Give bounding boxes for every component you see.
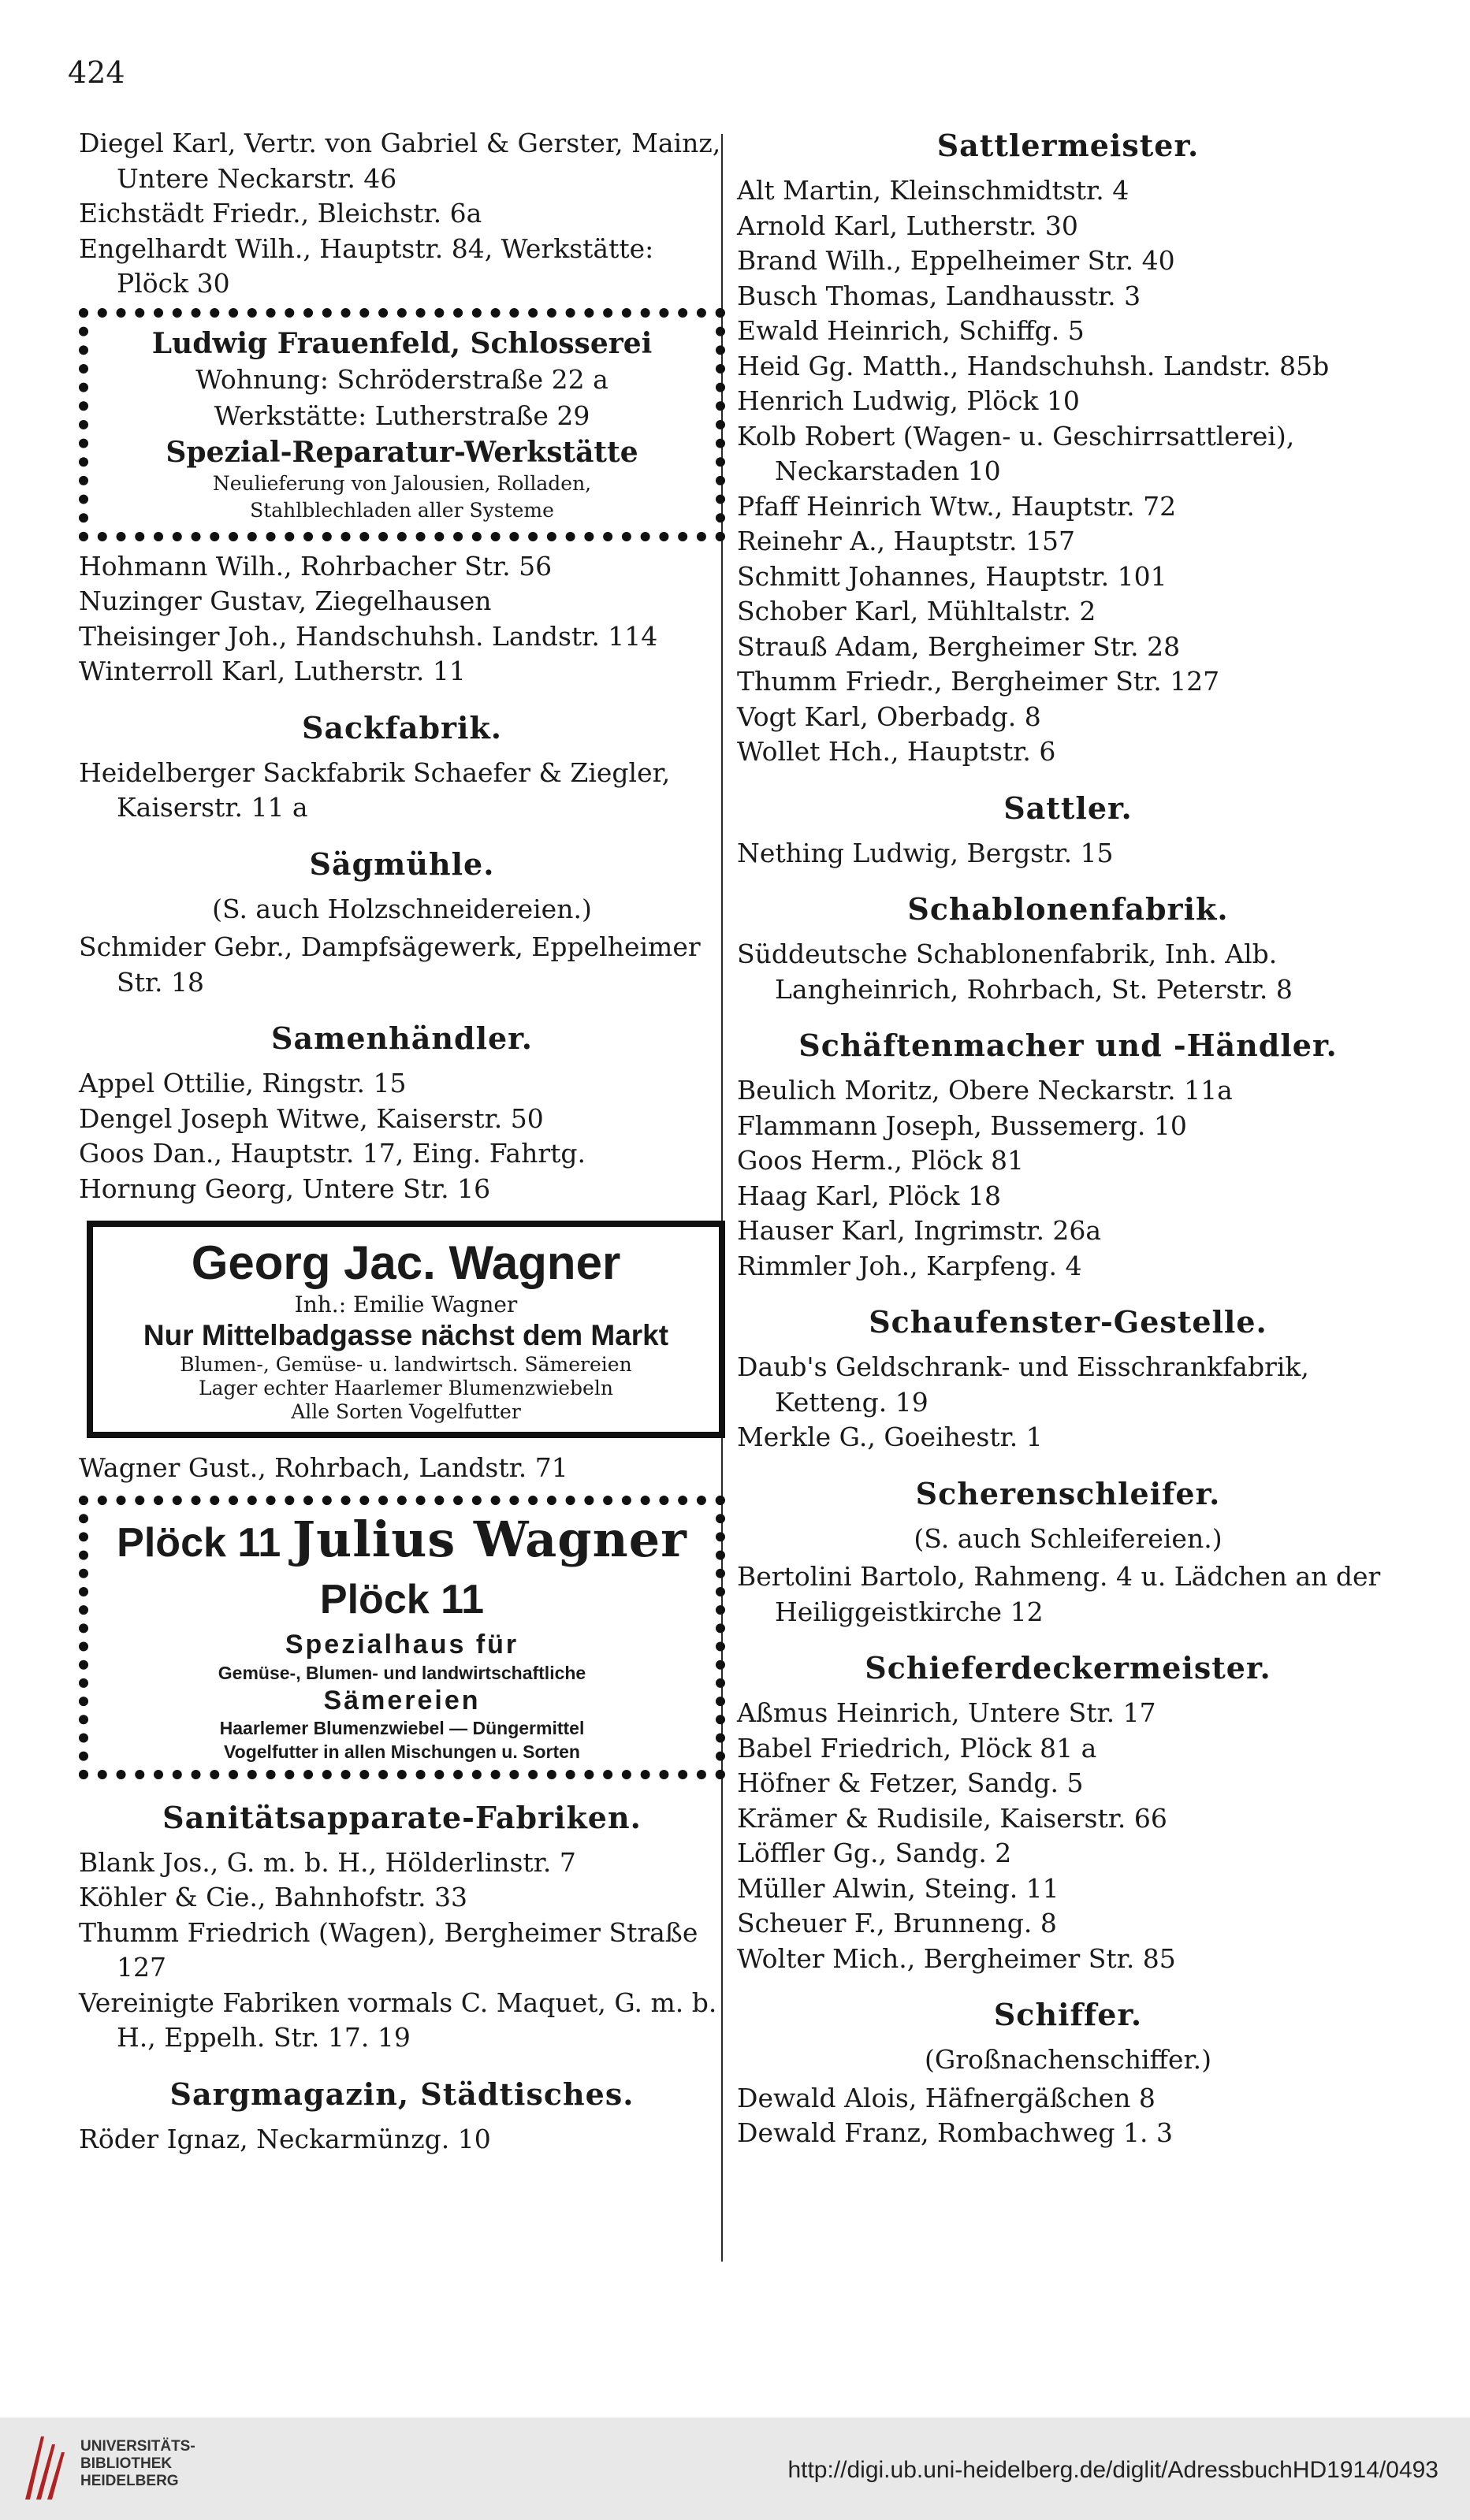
ad-line: Wohnung: Schröderstraße 22 a xyxy=(195,363,608,395)
directory-entry: Brand Wilh., Eppelheimer Str. 40 xyxy=(737,245,1175,276)
directory-entry: Müller Alwin, Steing. 11 xyxy=(737,1872,1059,1904)
ad-line: Werkstätte: Lutherstraße 29 xyxy=(214,400,590,431)
directory-entry: Hauser Karl, Ingrimstr. 26a xyxy=(737,1215,1102,1246)
page-number: 424 xyxy=(68,55,125,90)
directory-entry: Röder Ignaz, Neckarmünzg. 10 xyxy=(79,2123,491,2154)
directory-entry: Theisinger Joh., Handschuhsh. Landstr. 114 xyxy=(79,620,658,652)
directory-entry: Dewald Franz, Rombachweg 1. 3 xyxy=(737,2117,1173,2148)
directory-entry: Schober Karl, Mühltalstr. 2 xyxy=(737,596,1096,626)
directory-entry: Heidelberger Sackfabrik Schaefer & Ziegler, Kaiserstr. 11 a xyxy=(79,756,671,823)
directory-entry: Strauß Adam, Bergheimer Str. 28 xyxy=(737,630,1181,662)
directory-entry: Goos Dan., Hauptstr. 17, Eing. Fahrtg. xyxy=(79,1138,586,1169)
directory-entry: Schmitt Johannes, Hauptstr. 101 xyxy=(737,560,1167,592)
left-column xyxy=(79,126,725,2157)
directory-entry: Aßmus Heinrich, Untere Str. 17 xyxy=(737,1697,1156,1728)
ad-title: Julius Wagner xyxy=(292,1510,687,1568)
advertisement-georg-wagner xyxy=(87,1221,725,1438)
section-heading: Sanitätsapparate-Fabriken. xyxy=(162,1799,642,1835)
ad-line: Stahlblechladen aller Systeme xyxy=(250,498,554,522)
directory-entry: Kolb Robert (Wagen- u. Geschirrsattlerei), Neckarstaden 10 xyxy=(737,420,1295,486)
section-heading: Sattlermeister. xyxy=(936,128,1200,163)
library-name-line: BIBLIOTHEK xyxy=(80,2455,173,2472)
section-heading: Sägmühle. xyxy=(309,846,495,882)
directory-entry: Höfner & Fetzer, Sandg. 5 xyxy=(737,1767,1084,1798)
directory-entry: Busch Thomas, Landhausstr. 3 xyxy=(737,280,1141,311)
directory-entry: Alt Martin, Kleinschmidtstr. 4 xyxy=(737,175,1129,206)
ad-headline xyxy=(98,1511,706,1628)
ad-address: Plöck 11 xyxy=(117,1519,281,1566)
section-heading: Sackfabrik. xyxy=(301,709,503,745)
ad-line: Alle Sorten Vogelfutter xyxy=(291,1400,521,1423)
directory-entry: Krämer & Rudisile, Kaiserstr. 66 xyxy=(737,1802,1167,1834)
directory-entry: Appel Ottilie, Ringstr. 15 xyxy=(79,1068,407,1098)
directory-entry: Reinehr A., Hauptstr. 157 xyxy=(737,526,1075,556)
directory-entry: Hornung Georg, Untere Str. 16 xyxy=(79,1173,491,1204)
advertisement-frauenfeld xyxy=(79,308,725,541)
directory-entry: Eichstädt Friedr., Bleichstr. 6a xyxy=(79,198,482,229)
digitization-footer xyxy=(0,2418,1470,2520)
directory-entry: Diegel Karl, Vertr. von Gabriel & Gerster, Mainz, Untere Neckarstr. 46 xyxy=(79,128,721,194)
ad-line: Neulieferung von Jalousien, Rolladen, xyxy=(212,471,592,495)
section-heading: Schäftenmacher und -Händler. xyxy=(798,1028,1338,1063)
section-heading: Scherenschleifer. xyxy=(915,1475,1221,1511)
directory-entry: Winterroll Karl, Lutherstr. 11 xyxy=(79,656,466,686)
directory-entry: Flammann Joseph, Bussemerg. 10 xyxy=(737,1109,1187,1141)
directory-entry: Arnold Karl, Lutherstr. 30 xyxy=(737,210,1078,241)
ad-line: Sämereien xyxy=(323,1685,481,1715)
directory-entry: Vogt Karl, Oberbadg. 8 xyxy=(737,701,1041,732)
directory-entry: Beulich Moritz, Obere Neckarstr. 11a xyxy=(737,1075,1233,1106)
library-name-line: HEIDELBERG xyxy=(80,2473,179,2489)
ad-line: Gemüse-, Blumen- und landwirtschaftliche xyxy=(218,1662,586,1683)
section-heading: Samenhändler. xyxy=(271,1020,533,1056)
ad-line: Spezial-Reparatur-Werkstätte xyxy=(166,435,638,469)
right-column xyxy=(737,126,1399,2151)
cross-reference-note: (S. auch Schleifereien.) xyxy=(914,1522,1223,1554)
directory-entry: Dewald Alois, Häfnergäßchen 8 xyxy=(737,2082,1156,2113)
ad-line: Lager echter Haarlemer Blumenzwiebeln xyxy=(199,1377,613,1399)
directory-entry: Rimmler Joh., Karpfeng. 4 xyxy=(737,1250,1082,1281)
directory-entry: Heid Gg. Matth., Handschuhsh. Landstr. 85b xyxy=(737,350,1330,381)
section-heading: Sattler. xyxy=(1003,790,1133,826)
directory-entry: Köhler & Cie., Bahnhofstr. 33 xyxy=(79,1882,467,1912)
cross-reference-note: (Großnachenschiffer.) xyxy=(924,2044,1212,2075)
directory-entry: Wagner Gust., Rohrbach, Landstr. 71 xyxy=(79,1452,568,1483)
ad-location: Nur Mittelbadgasse nächst dem Markt xyxy=(143,1319,669,1351)
library-name-line: UNIVERSITÄTS- xyxy=(80,2438,195,2455)
directory-entry: Haag Karl, Plöck 18 xyxy=(737,1180,1001,1211)
directory-entry: Ewald Heinrich, Schiffg. 5 xyxy=(737,315,1085,346)
ad-title: Ludwig Frauenfeld, Schlosserei xyxy=(151,326,653,360)
directory-entry: Engelhardt Wilh., Hauptstr. 84, Werkstätte: Plöck 30 xyxy=(79,232,654,299)
directory-entry: Thumm Friedr., Bergheimer Str. 127 xyxy=(737,666,1220,697)
section-heading: Schiffer. xyxy=(993,1997,1143,2032)
directory-entry: Pfaff Heinrich Wtw., Hauptstr. 72 xyxy=(737,490,1177,522)
library-logo-icon xyxy=(17,2429,66,2507)
directory-entry: Dengel Joseph Witwe, Kaiserstr. 50 xyxy=(79,1102,544,1134)
directory-entry: Babel Friedrich, Plöck 81 a xyxy=(737,1732,1097,1764)
section-heading: Schaufenster-Gestelle. xyxy=(869,1304,1267,1340)
directory-entry: Daub's Geldschrank- und Eisschrankfabrik, Ketteng. 19 xyxy=(737,1351,1309,1418)
section-heading: Schablonenfabrik. xyxy=(907,891,1229,927)
cross-reference-note: (S. auch Holzschneidereien.) xyxy=(212,893,592,924)
directory-entry: Löffler Gg., Sandg. 2 xyxy=(737,1838,1012,1868)
section-heading: Schieferdeckermeister. xyxy=(865,1650,1271,1686)
directory-entry: Goos Herm., Plöck 81 xyxy=(737,1145,1024,1176)
directory-entry: Vereinigte Fabriken vormals C. Maquet, G. m. b. H., Eppelh. Str. 17. 19 xyxy=(79,1987,717,2053)
directory-entry: Bertolini Bartolo, Rahmeng. 4 u. Lädchen an der Heiliggeistkirche 12 xyxy=(737,1561,1381,1627)
ad-address: Plöck 11 xyxy=(319,1576,485,1622)
directory-entry: Merkle G., Goeihestr. 1 xyxy=(737,1422,1043,1452)
library-name xyxy=(80,2438,195,2490)
ad-line: Vogelfutter in allen Mischungen u. Sorten xyxy=(224,1741,580,1762)
directory-entry: Wollet Hch., Hauptstr. 6 xyxy=(737,736,1056,767)
directory-entry: Hohmann Wilh., Rohrbacher Str. 56 xyxy=(79,550,553,582)
ad-line: Spezialhaus für xyxy=(285,1629,519,1660)
directory-entry: Henrich Ludwig, Plöck 10 xyxy=(737,385,1080,416)
directory-entry: Thumm Friedrich (Wagen), Bergheimer Straße 127 xyxy=(79,1916,698,1983)
directory-entry: Nething Ludwig, Bergstr. 15 xyxy=(737,837,1114,868)
directory-entry: Schmider Gebr., Dampfsägewerk, Eppelheimer Str. 18 xyxy=(79,931,701,998)
ad-owner: Inh.: Emilie Wagner xyxy=(294,1292,518,1318)
ad-title: Georg Jac. Wagner xyxy=(191,1236,621,1289)
advertisement-julius-wagner xyxy=(79,1496,725,1779)
section-heading: Sargmagazin, Städtisches. xyxy=(169,2076,635,2112)
directory-entry: Wolter Mich., Bergheimer Str. 85 xyxy=(737,1942,1176,1974)
ad-line: Haarlemer Blumenzwiebel — Düngermittel xyxy=(219,1717,585,1738)
source-url-link[interactable]: http://digi.ub.uni-heidelberg.de/diglit/AdressbuchHD1914/0493 xyxy=(787,2457,1438,2483)
ad-line: Blumen-, Gemüse- u. landwirtsch. Sämereien xyxy=(180,1353,632,1376)
directory-entry: Nuzinger Gustav, Ziegelhausen xyxy=(79,585,492,616)
directory-entry: Blank Jos., G. m. b. H., Hölderlinstr. 7 xyxy=(79,1846,576,1878)
directory-entry: Scheuer F., Brunneng. 8 xyxy=(737,1908,1057,1938)
directory-entry: Süddeutsche Schablonenfabrik, Inh. Alb. Langheinrich, Rohrbach, St. Peterstr. 8 xyxy=(737,938,1293,1005)
